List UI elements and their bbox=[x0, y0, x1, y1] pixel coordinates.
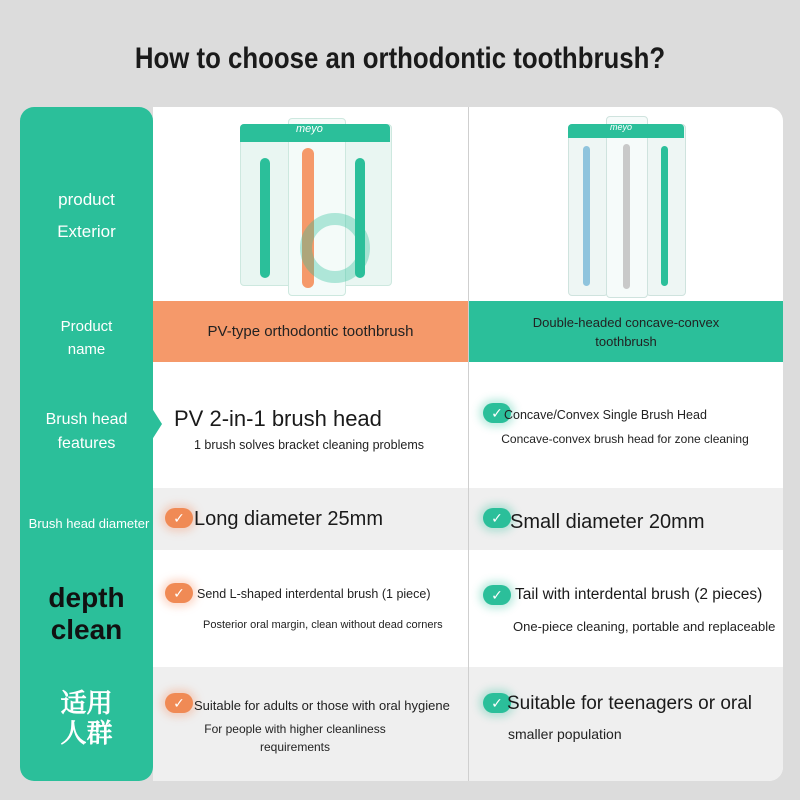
label-brush-head-diameter: Brush head diameter bbox=[28, 516, 150, 531]
right-feature-check-icon: ✓ bbox=[483, 403, 511, 423]
left-product-image bbox=[240, 118, 390, 298]
right-diameter-check-icon: ✓ bbox=[483, 508, 511, 528]
right-crowd-title: Suitable for teenagers or oral bbox=[507, 693, 753, 714]
left-depth-title: Send L-shaped interdental brush (1 piece) bbox=[197, 587, 431, 601]
left-crowd-check-icon: ✓ bbox=[165, 693, 193, 713]
left-depth-subtitle: Posterior oral margin, clean without dead corners bbox=[203, 619, 443, 631]
left-diameter-check-icon: ✓ bbox=[165, 508, 193, 528]
left-diameter: Long diameter 25mm bbox=[194, 508, 383, 530]
label-applicable-crowd: 适用 人群 bbox=[60, 688, 113, 748]
right-feature-title: Concave/Convex Single Brush Head bbox=[504, 408, 707, 422]
label-product-name: Product name bbox=[60, 318, 113, 358]
label-depth-clean: depth clean bbox=[48, 582, 125, 645]
right-depth-subtitle: One-piece cleaning, portable and replaceable bbox=[513, 619, 776, 634]
left-product-name: PV-type orthodontic toothbrush bbox=[153, 301, 468, 362]
page-title: How to choose an orthodontic toothbrush? bbox=[134, 42, 666, 75]
left-brand-text: meyo bbox=[296, 123, 323, 135]
right-brand-text: meyo bbox=[610, 122, 633, 132]
right-product-name: Double-headed concave-convex toothbrush bbox=[469, 301, 783, 362]
right-depth-check-icon: ✓ bbox=[483, 585, 511, 605]
left-feature-title: PV 2-in-1 brush head bbox=[174, 406, 382, 431]
label-exterior: product Exterior bbox=[57, 190, 116, 241]
right-product-image bbox=[568, 116, 684, 298]
right-crowd-check-icon: ✓ bbox=[483, 693, 511, 713]
column-divider bbox=[468, 107, 469, 781]
left-crowd-title: Suitable for adults or those with oral hygiene bbox=[194, 698, 450, 713]
label-brush-head-features: Brush head features bbox=[45, 411, 128, 452]
left-crowd-subtitle: For people with higher cleanliness requirements bbox=[204, 722, 386, 754]
left-depth-check-icon: ✓ bbox=[165, 583, 193, 603]
left-feature-subtitle: 1 brush solves bracket cleaning problems bbox=[194, 438, 424, 452]
right-crowd-subtitle: smaller population bbox=[508, 726, 622, 742]
right-depth-title: Tail with interdental brush (2 pieces) bbox=[515, 586, 763, 603]
right-feature-subtitle: Concave-convex brush head for zone cleaning bbox=[501, 432, 749, 446]
right-diameter: Small diameter 20mm bbox=[510, 511, 705, 533]
